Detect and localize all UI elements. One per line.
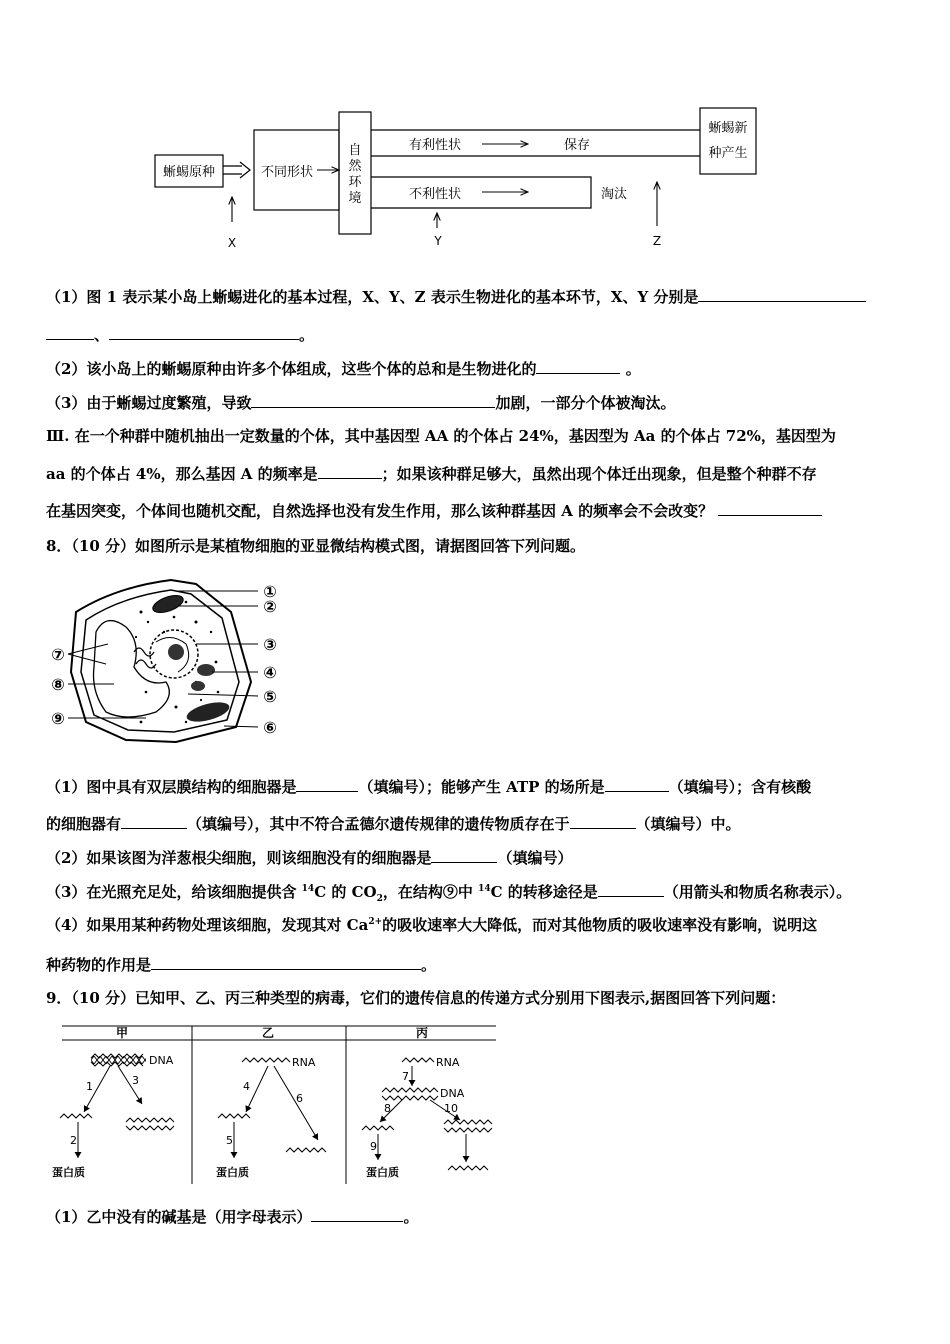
preserve-label: 保存 <box>563 138 591 153</box>
y-label: Y <box>434 234 442 248</box>
plant-cell-diagram <box>46 572 296 752</box>
new-species-label-2: 种产生 <box>708 146 748 161</box>
bing-protein: 蛋白质 <box>366 1166 399 1179</box>
bing-dna: DNA <box>440 1087 465 1100</box>
jia-step-1: 1 <box>86 1080 93 1093</box>
label-9: ⑨ <box>51 709 65 728</box>
q9-title: 9．（10 分）已知甲、乙、丙三种类型的病毒，它们的遗传信息的传递方式分别用下图表示,据图回答下列问题： <box>46 989 786 1007</box>
q7-part1-line1 <box>46 286 866 307</box>
col-yi: 乙 <box>261 1026 275 1040</box>
q8-title: 8．（10 分）如图所示是某植物细胞的亚显微结构模式图，请据图回答下列问题。 <box>46 537 586 555</box>
traits-label: 不同形状 <box>260 165 314 180</box>
q7-iii-line2: aa 的个体占 4%，那么基因 A 的频率是 ；如果该种群足够大，虽然出现个体迁出现象，但是整个种群不存 <box>46 465 817 483</box>
q8-part1-line1: （1）图中具有双层膜结构的细胞器是 （填编号）；能够产生 ATP 的场所是 （填编号）；含有核酸 <box>46 778 812 796</box>
environment-label <box>348 143 362 206</box>
answer-blank-frequency-change[interactable] <box>718 500 822 516</box>
q8-part3: （3）在光照充足处，给该细胞提供含 $^{14}$C 的 $CO_2$，在结构⑨中 $^{14}$C 的转移途径是 （用箭头和物质名称表示）。 <box>46 883 852 904</box>
species-label: 蜥蜴原种 <box>162 165 216 180</box>
answer-blank-struggle[interactable] <box>251 392 495 408</box>
label-7: ⑦ <box>51 645 65 664</box>
q7-part3: （3）由于蜥蜴过度繁殖，导致 加剧，一部分个体被淘汰。 <box>46 394 676 412</box>
svg-text:自: 自 <box>348 143 362 158</box>
answer-blank-drug-effect[interactable] <box>151 954 421 970</box>
q8-part2: （2）如果该图为洋葱根尖细胞，则该细胞没有的细胞器是 （填编号） <box>46 849 573 867</box>
bing-step-9: 9 <box>370 1140 377 1153</box>
col-bing: 丙 <box>415 1026 429 1040</box>
label-3: ③ <box>263 635 277 654</box>
q8-part1-line2: 的细胞器有 （填编号），其中不符合孟德尔遗传规律的遗传物质存在于 （填编号）中。 <box>46 815 741 833</box>
yi-step-5: 5 <box>226 1134 233 1147</box>
label-1: ① <box>263 582 277 601</box>
yi-step-4: 4 <box>243 1080 250 1093</box>
jia-step-2: 2 <box>70 1134 77 1147</box>
bing-step-7: 7 <box>402 1070 409 1083</box>
q9-part1: （1）乙中没有的碱基是（用字母表示） 。 <box>46 1208 419 1226</box>
evolution-flow-diagram <box>140 100 780 260</box>
bing-step-8: 8 <box>384 1102 391 1115</box>
label-6: ⑥ <box>263 718 277 737</box>
virus-information-flow-diagram <box>46 1020 506 1190</box>
jia-protein: 蛋白质 <box>52 1166 85 1179</box>
jia-dna: DNA <box>149 1054 174 1067</box>
yi-protein: 蛋白质 <box>216 1166 249 1179</box>
answer-blank-missing-organelle[interactable] <box>431 847 497 863</box>
answer-blank-x-end[interactable] <box>46 324 94 340</box>
x-label: X <box>227 236 237 250</box>
q7-iii-line3: 在基因突变，个体间也随机交配，自然选择也没有发生作用，那么该种群基因 A 的频率会不会改变？ <box>46 500 822 521</box>
new-species-box <box>700 108 756 174</box>
q8-part4-line2: 种药物的作用是 。 <box>46 956 437 974</box>
answer-blank-y[interactable] <box>109 324 299 340</box>
svg-text:环: 环 <box>348 175 362 190</box>
answer-blank-nucleic-acid[interactable] <box>121 813 187 829</box>
bing-rna: RNA <box>436 1056 460 1069</box>
q7-part1-line2: 、 。 <box>46 324 314 345</box>
eliminate-label: 淘汰 <box>600 187 628 202</box>
favorable-label: 有利性状 <box>408 138 462 153</box>
q7-p1-text: （1）图 1 表示某小岛上蜥蜴进化的基本过程，X、Y、Z 表示生物进化的基本环节，X、Y 分别是 <box>46 288 699 306</box>
yi-step-6: 6 <box>296 1092 303 1105</box>
answer-blank-atp-sites[interactable] <box>605 776 669 792</box>
yi-rna: RNA <box>292 1056 316 1069</box>
label-8: ⑧ <box>51 675 65 694</box>
answer-blank-a-frequency[interactable] <box>318 463 382 479</box>
z-label: Z <box>652 234 662 248</box>
new-species-label-1: 蜥蜴新 <box>708 121 748 136</box>
svg-text:然: 然 <box>348 159 362 174</box>
answer-blank-carbon-path[interactable] <box>598 881 664 897</box>
label-5: ⑤ <box>263 687 277 706</box>
svg-text:境: 境 <box>348 191 362 206</box>
label-4: ④ <box>263 663 277 682</box>
label-2: ② <box>263 597 277 616</box>
q7-part2: （2）该小岛上的蜥蜴原种由许多个体组成，这些个体的总和是生物进化的 。 <box>46 360 641 378</box>
answer-blank-double-membrane[interactable] <box>296 776 358 792</box>
answer-blank-non-mendelian[interactable] <box>570 813 636 829</box>
q8-part4-line1: （4）如果用某种药物处理该细胞，发现其对 $Ca^{2+}$的吸收速率大大降低，而对其他物质的吸收速率没有影响，说明这 <box>46 916 818 934</box>
answer-blank-missing-base[interactable] <box>311 1206 403 1222</box>
jia-step-3: 3 <box>132 1074 139 1087</box>
answer-blank-evolution-unit[interactable] <box>536 358 620 374</box>
col-jia: 甲 <box>115 1026 129 1040</box>
unfavorable-label: 不利性状 <box>408 187 462 202</box>
q7-iii-line1: Ⅲ. 在一个种群中随机抽出一定数量的个体，其中基因型 AA 的个体占 24%，基因型为 Aa 的个体占 72%，基因型为 <box>46 427 836 445</box>
answer-blank-x-start[interactable] <box>698 286 866 302</box>
bing-step-10: 10 <box>444 1102 458 1115</box>
